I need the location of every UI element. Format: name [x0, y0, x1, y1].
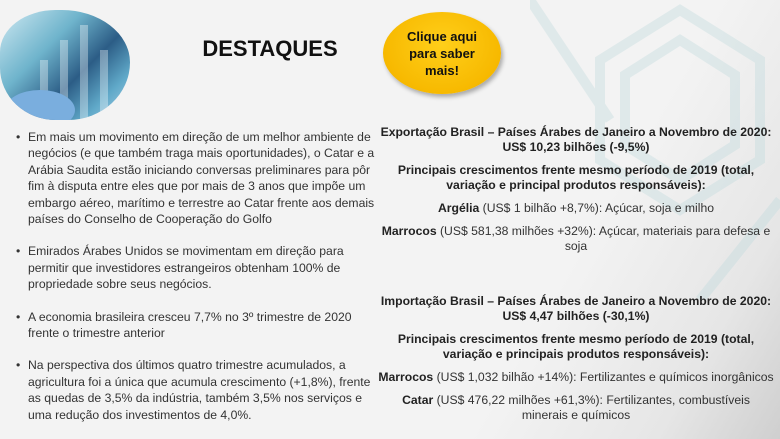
country-name: Catar: [402, 393, 434, 407]
item-detail: (US$ 476,22 milhões +61,3%): Fertilizantes, combustíveis minerais e químicos: [433, 393, 750, 422]
import-item: [378, 370, 774, 385]
export-subheading: Principais crescimentos frente mesmo período de 2019 (total, variação e principal produtos responsáveis):: [397, 163, 755, 192]
learn-more-button[interactable]: Clique aqui para saber mais!: [383, 12, 501, 94]
item-detail: (US$ 581,38 milhões +32%): Açúcar, materiais para defesa e soja: [436, 224, 771, 253]
page-title: DESTAQUES: [202, 36, 338, 61]
list-item: • Em mais um movimento em direção de um melhor ambiente de negócios (e que também traga mais oportunidades), o Catar e a Arábia Saudita estão iniciando conversas preliminares para pôr fim à disputa entre eles que por mais de 3 anos que impõe um embargo aéreo, marítimo e terrestre ao Catar frente aos demais países do Conselho de Cooperação do Golfo: [12, 129, 382, 227]
export-heading: Exportação Brasil – Países Árabes de Janeiro a Novembro de 2020: US$ 10,23 bilhões (-9,5%): [380, 125, 772, 154]
country-name: Marrocos: [378, 370, 434, 384]
list-item: • Emirados Árabes Unidos se movimentam em direção para permitir que investidores estrangeiros obtenham 100% de propriedade sobre seus negócios.: [12, 243, 382, 292]
import-section: [378, 294, 774, 431]
export-item: [378, 201, 774, 216]
item-detail: (US$ 1 bilhão +8,7%): Açúcar, soja e milho: [479, 201, 715, 215]
highlights-list: [12, 129, 382, 439]
item-detail: (US$ 1,032 bilhão +14%): Fertilizantes e químicos inorgânicos: [433, 370, 774, 384]
country-name: Marrocos: [381, 224, 437, 238]
finance-image: [0, 10, 130, 120]
import-heading: Importação Brasil – Países Árabes de Janeiro a Novembro de 2020: US$ 4,47 bilhões (-30,1%): [380, 294, 772, 323]
list-item: • Na perspectiva dos últimos quatro trimestre acumulados, a agricultura foi a única que acumula crescimento (+1,8%), frente as quedas de 3,5% da indústria, também 3,5% nos serviços e uma redução dos investimentos de 4,0%.: [12, 357, 382, 423]
import-item: [378, 393, 774, 423]
import-subheading: Principais crescimentos frente mesmo período de 2019 (total, variação e principais produtos responsáveis):: [397, 332, 755, 361]
export-item: [378, 224, 774, 254]
list-item: • A economia brasileira cresceu 7,7% no 3º trimestre de 2020 frente o trimestre anterior: [12, 309, 382, 342]
export-section: [378, 125, 774, 262]
country-name: Argélia: [437, 201, 480, 215]
